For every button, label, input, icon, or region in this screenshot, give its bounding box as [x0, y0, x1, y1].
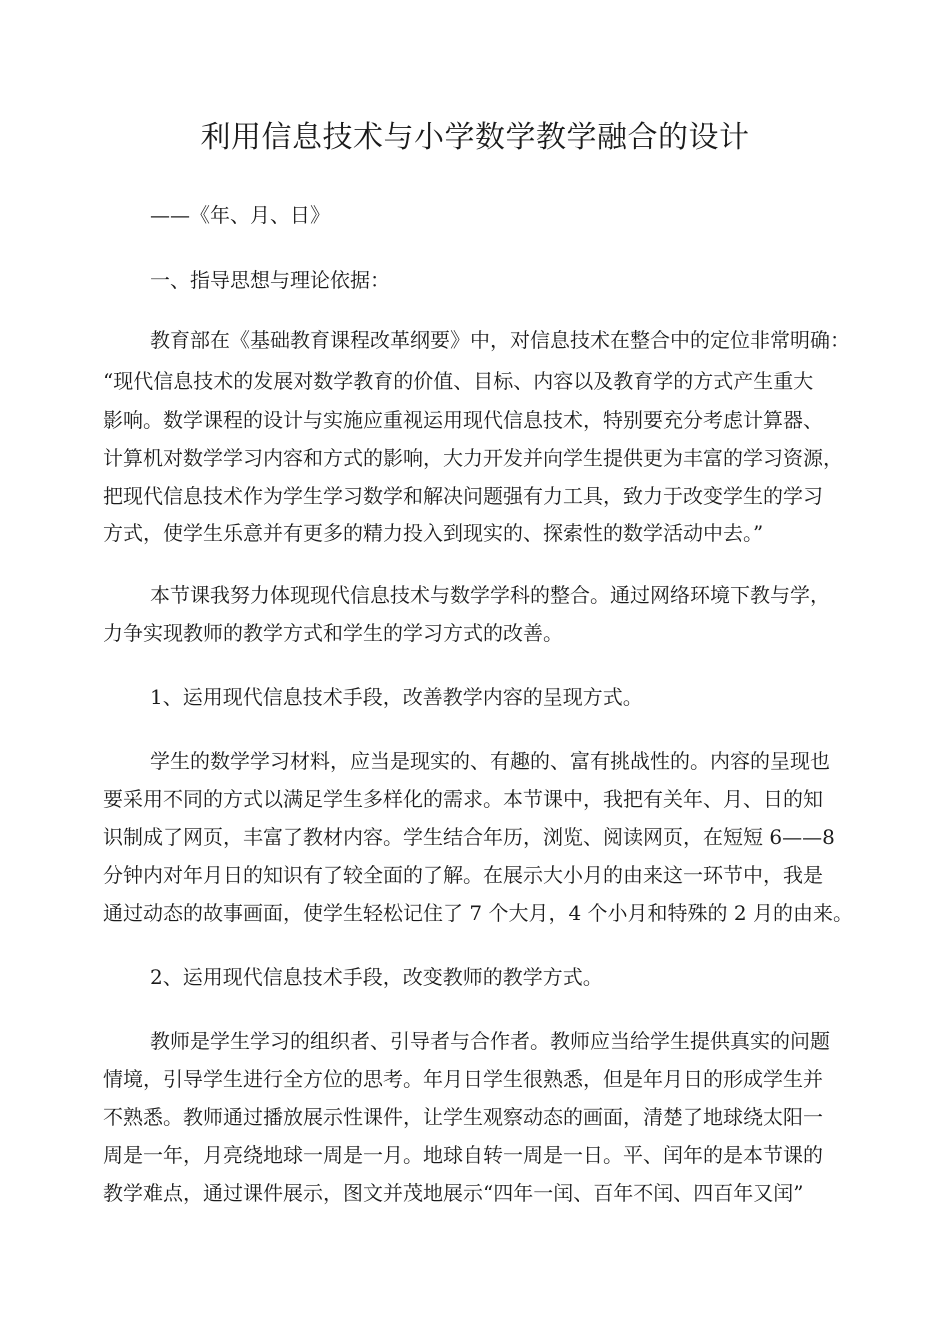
paragraph-line: 教育部在《基础教育课程改革纲要》中，对信息技术在整合中的定位非常明确：	[150, 328, 850, 352]
paragraph-line: 要采用不同的方式以满足学生多样化的需求。本节课中，我把有关年、月、日的知	[103, 787, 823, 811]
paragraph-line: 不熟悉。教师通过播放展示性课件，让学生观察动态的画面，清楚了地球绕太阳一	[103, 1105, 823, 1129]
point-2-heading: 2、运用现代信息技术手段，改变教师的教学方式。	[150, 965, 603, 989]
paragraph-line: 计算机对数学学习内容和方式的影响，大力开发并向学生提供更为丰富的学习资源，	[103, 446, 843, 470]
paragraph-line: 影响。数学课程的设计与实施应重视运用现代信息技术，特别要充分考虑计算器、	[103, 408, 823, 432]
paragraph-line: 学生的数学学习材料，应当是现实的、有趣的、富有挑战性的。内容的呈现也	[150, 749, 830, 773]
paragraph-line: 通过动态的故事画面，使学生轻松记住了 7 个大月，4 个小月和特殊的 2 月的由来。	[103, 901, 853, 925]
paragraph-line: 识制成了网页，丰富了教材内容。学生结合年历，浏览、阅读网页，在短短 6——8	[103, 825, 835, 849]
paragraph-line: 教师是学生学习的组织者、引导者与合作者。教师应当给学生提供真实的问题	[150, 1029, 830, 1053]
document-title: 利用信息技术与小学数学教学融合的设计	[200, 120, 750, 155]
paragraph-line: 分钟内对年月日的知识有了较全面的了解。在展示大小月的由来这一环节中，我是	[103, 863, 823, 887]
paragraph-line: “现代信息技术的发展对数学教育的价值、目标、内容以及教育学的方式产生重大	[103, 369, 814, 393]
paragraph-line: 教学难点，通过课件展示，图文并茂地展示“四年一闰、百年不闰、四百年又闰”	[103, 1181, 804, 1205]
subtitle: ——《年、月、日》	[150, 203, 330, 227]
paragraph-line: 方式，使学生乐意并有更多的精力投入到现实的、探索性的数学活动中去。”	[103, 521, 764, 545]
paragraph-line: 情境，引导学生进行全方位的思考。年月日学生很熟悉，但是年月日的形成学生并	[103, 1067, 823, 1091]
paragraph-line: 本节课我努力体现现代信息技术与数学学科的整合。通过网络环境下教与学，	[150, 583, 830, 607]
paragraph-line: 周是一年，月亮绕地球一周是一月。地球自转一周是一日。平、闰年的是本节课的	[103, 1143, 823, 1167]
paragraph-line: 把现代信息技术作为学生学习数学和解决问题强有力工具，致力于改变学生的学习	[103, 484, 823, 508]
paragraph-line: 力争实现教师的教学方式和学生的学习方式的改善。	[103, 621, 563, 645]
point-1-heading: 1、运用现代信息技术手段，改善教学内容的呈现方式。	[150, 685, 643, 709]
section-heading: 一、指导思想与理论依据：	[150, 268, 390, 292]
